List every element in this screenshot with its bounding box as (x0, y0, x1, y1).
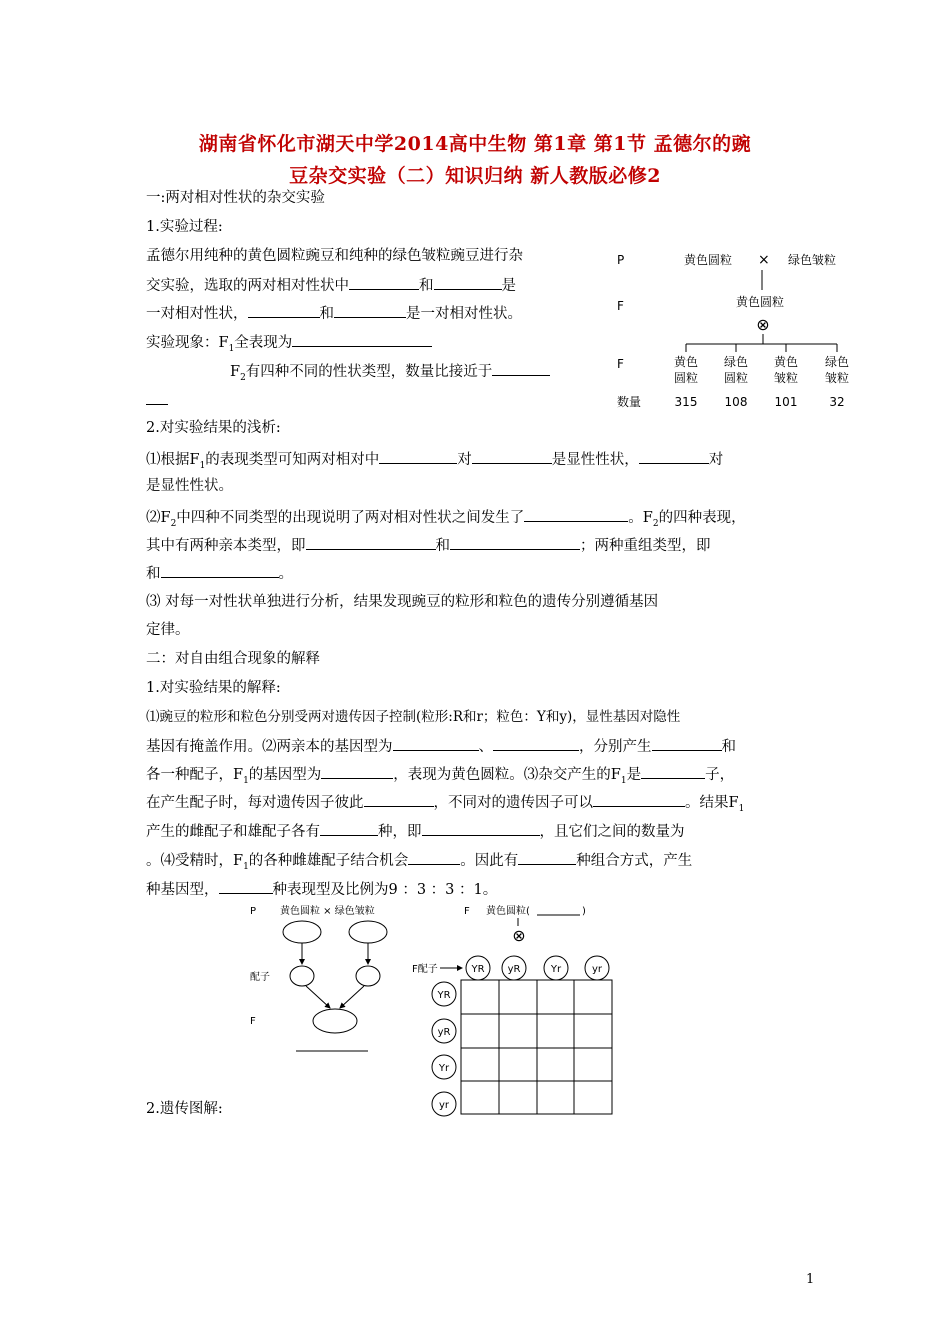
analysis1-line1: ⑴根据$F_1$的表现类型可知两对相对中 对 是显性性状， 对 (146, 448, 808, 476)
blank[interactable] (379, 448, 457, 464)
offspring-2-top: 绿色 (723, 355, 749, 369)
f1-label: F (617, 299, 624, 313)
section2-sub2: 2.遗传图解: (146, 1101, 223, 1117)
gamete-row-label: YR (437, 990, 451, 1001)
punnett-square-diagram (410, 900, 620, 1120)
cross-symbol: × (758, 252, 770, 268)
f2-line: $F_2$有四种不同的性状类型，数量比接近于 (230, 360, 892, 388)
offspring-2-bottom: 圆粒 (723, 371, 749, 385)
f2-label: F (617, 357, 624, 371)
page-title (130, 128, 820, 192)
parent2-ellipse[interactable] (349, 921, 387, 943)
self-cross-symbol: ⊗ (756, 315, 770, 334)
phenomenon-line: 实验现象：$F_1$全表现为 (146, 331, 808, 359)
gamete-col-label: yr (591, 964, 603, 975)
offspring-1-top: 黄色 (673, 355, 699, 369)
f-label: F (464, 906, 470, 917)
blank[interactable] (334, 302, 406, 318)
offspring-3-count: 101 (774, 395, 798, 409)
analysis3-line2: 定律。 (146, 622, 190, 638)
blank[interactable] (593, 791, 685, 807)
p-label: P (617, 253, 625, 267)
gamete2-ellipse[interactable] (356, 966, 380, 986)
offspring-4-bottom: 皱粒 (824, 371, 850, 385)
gamete-row-label: yr (438, 1100, 450, 1111)
arrow-3 (306, 986, 330, 1008)
parents-label: 黄色圆粒 × 绿色皱粒 (280, 906, 375, 917)
gamete-row-label: yR (437, 1027, 451, 1038)
blank[interactable] (652, 735, 722, 751)
section2-sub1: 1.对实验结果的解释: (146, 680, 281, 696)
blank[interactable] (161, 562, 279, 578)
blank[interactable] (408, 849, 460, 865)
punnett-grid[interactable] (461, 980, 612, 1114)
blank[interactable] (393, 735, 479, 751)
title-line-1: 湖南省怀化市湖天中学2014高中生物 第1章 第1节 孟德尔的豌 (198, 133, 752, 155)
explain-line7: 种基因型， 种表现型及比例为9 ：3 ：3 ：1。 (146, 878, 808, 900)
parent2-label: 绿色皱粒 (788, 253, 837, 267)
blank[interactable] (641, 763, 705, 779)
blank[interactable] (321, 763, 393, 779)
offspring-3-top: 黄色 (773, 355, 799, 369)
f1-phenotype: 黄色圆粒 (736, 295, 785, 309)
analysis2-line2: 其中有两种亲本类型，即 和 ；两种重组类型，即 (146, 534, 808, 556)
section1-sub1: 1.实验过程: (146, 219, 223, 235)
para1-line1: 孟德尔用纯种的黄色圆粒豌豆和纯种的绿色皱粒豌豆进行杂 (146, 248, 523, 264)
explain-line1: ⑴豌豆的粒形和粒色分别受两对遗传因子控制(粒形:R和r；粒色：Y和y)，显性基因对隐性 (146, 709, 681, 725)
f-label: F (250, 1016, 256, 1027)
blank[interactable] (434, 274, 502, 290)
f1-ellipse[interactable] (313, 1009, 357, 1033)
cross-result-diagram (600, 244, 860, 418)
gamete-diagram (240, 900, 400, 1060)
arrow-4 (340, 986, 364, 1008)
section1-sub2: 2.对实验结果的浅析: (146, 420, 281, 436)
para1-line2: 交实验，选取的两对相对性状中 和 是 (146, 274, 808, 296)
f1-phenotype: 黄色圆粒( (486, 906, 530, 917)
para1-line3: 一对相对性状， 和 是一对相对性状。 (146, 302, 808, 324)
blank[interactable] (472, 448, 552, 464)
explain-line5: 产生的雌配子和雄配子各有 种，即 ，且它们之间的数量为 (146, 820, 808, 842)
analysis1-line2: 是显性性状。 (146, 478, 233, 494)
p-label: P (250, 906, 257, 917)
parent1-label: 黄色圆粒 (684, 253, 733, 267)
blank[interactable] (219, 878, 273, 894)
explain-line2: 基因有掩盖作用。⑵两亲本的基因型为 、 ，分别产生 和 (146, 735, 808, 757)
blank[interactable] (422, 820, 540, 836)
blank[interactable] (306, 534, 436, 550)
blank[interactable] (639, 448, 709, 464)
gamete-label: 配子 (250, 972, 270, 983)
f1-close: ) (582, 906, 586, 917)
explain-line4: 在产生配子时，每对遗传因子彼此 ，不同对的遗传因子可以 。结果$F_1$ (146, 791, 808, 819)
blank[interactable] (518, 849, 576, 865)
analysis3-line1: ⑶ 对每一对性状单独进行分析，结果发现豌豆的粒形和粒色的遗传分别遵循基因 (146, 594, 659, 610)
count-label: 数量 (617, 395, 642, 409)
section1-heading: 一:两对相对性状的杂交实验 (146, 190, 325, 206)
self-cross-symbol: ⊗ (512, 926, 526, 945)
explain-line6: 。⑷受精时，$F_1$的各种雌雄配子结合机会 。因此有 种组合方式，产生 (146, 849, 808, 877)
gamete1-ellipse[interactable] (290, 966, 314, 986)
parent1-ellipse[interactable] (283, 921, 321, 943)
section2-heading: 二：对自由组合现象的解释 (146, 651, 320, 667)
offspring-2-count: 108 (724, 395, 748, 409)
blank[interactable] (248, 302, 320, 318)
blank[interactable] (146, 389, 168, 405)
offspring-3-bottom: 皱粒 (773, 371, 799, 385)
gamete-col-label: Yr (550, 964, 562, 975)
gamete-col-label: YR (471, 964, 485, 975)
offspring-4-top: 绿色 (824, 355, 850, 369)
blank[interactable] (492, 360, 550, 376)
analysis2-line3: 和 。 (146, 562, 808, 584)
explain-line3: 各一种配子，$F_1$的基因型为 ，表现为黄色圆粒。⑶杂交产生的$F_1$是 子， (146, 763, 808, 791)
blank[interactable] (292, 331, 432, 347)
blank[interactable] (320, 820, 378, 836)
blank[interactable] (349, 274, 419, 290)
offspring-4-count: 32 (829, 395, 845, 409)
blank[interactable] (493, 735, 579, 751)
gamete-row-label: Yr (438, 1063, 450, 1074)
blank[interactable] (450, 534, 580, 550)
blank[interactable] (524, 506, 628, 522)
offspring-1-count: 315 (674, 395, 698, 409)
analysis2-line1: $⑵F_2$中四种不同类型的出现说明了两对相对性状之间发生了 。$F_2$的四种表现， (146, 506, 808, 534)
page-number: 1 (806, 1272, 815, 1287)
offspring-1-bottom: 圆粒 (673, 371, 699, 385)
gamete-label: F配子 (412, 964, 438, 975)
gamete-col-label: yR (507, 964, 521, 975)
blank[interactable] (364, 791, 434, 807)
title-line-2: 豆杂交实验（二）知识归纳 新人教版必修2 (289, 165, 661, 187)
